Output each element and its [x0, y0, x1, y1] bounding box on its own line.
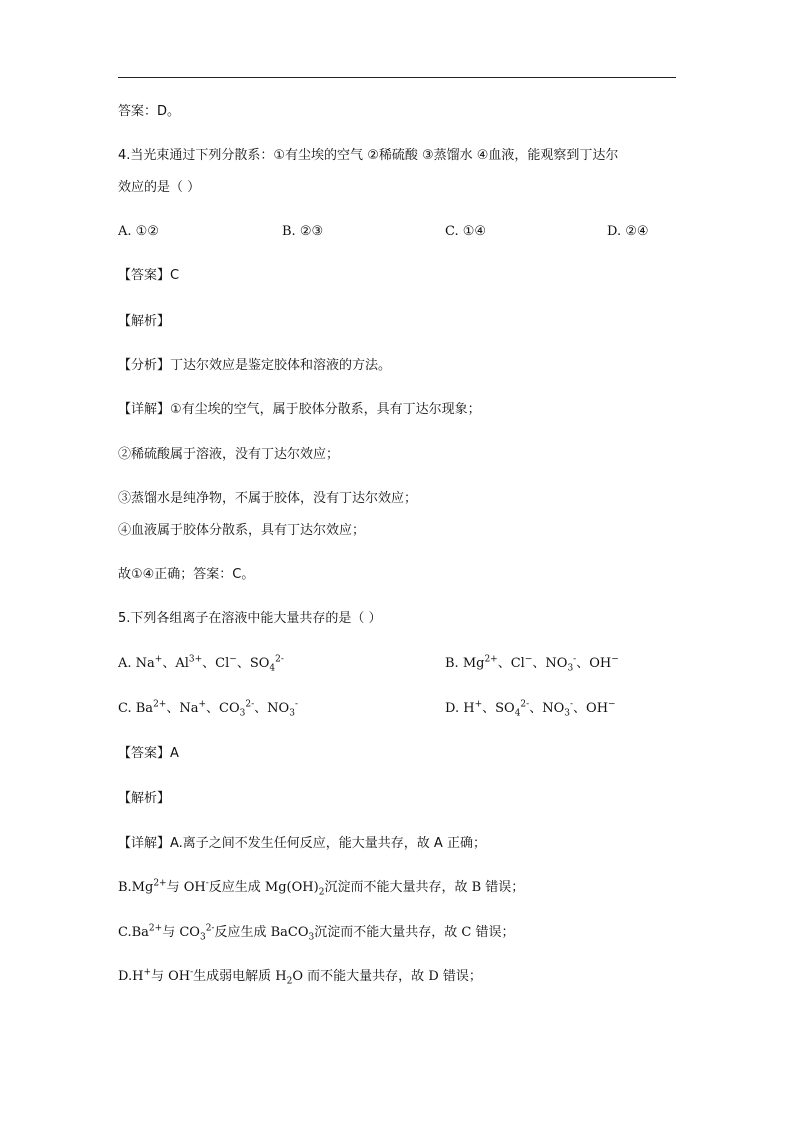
q4-analysis: 【分析】丁达尔效应是鉴定胶体和溶液的方法。	[118, 358, 392, 373]
q4-option-a: A. ①②	[118, 224, 159, 239]
header-rule	[118, 77, 676, 78]
q5-option-d: D. H+、$SO_4^{2-}$、$NO_3^-$、OH−	[445, 699, 616, 719]
q4-option-b: B. ②③	[282, 224, 324, 239]
q4-option-c: C. ①④	[445, 224, 487, 239]
q4-analysis-title: 【解析】	[118, 314, 171, 329]
q4-detail-3: ③蒸馏水是纯净物，不属于胶体，没有丁达尔效应；	[118, 491, 418, 506]
q4-option-d: D. ②④	[607, 224, 649, 239]
q4-stem-line1: 4.当光束通过下列分散系：①有尘埃的空气 ②稀硫酸 ③蒸馏水 ④血液，能观察到丁达尔	[118, 148, 619, 163]
q5-detail-c: $C.Ba^{2+}$与 $CO_3^{2-}$反应生成 BaCO$_3$沉淀而不能大量共存，故 C 错误；	[118, 923, 515, 943]
q5-answer: 【答案】A	[118, 746, 179, 761]
q4-conclusion: 故①④正确；答案：C。	[118, 567, 255, 582]
q5-option-b: B. $Mg^{2+}$、Cl−、$NO_3^-$、OH−	[445, 654, 619, 674]
q5-option-c: C. $Ba^{2+}$、Na+、$CO_3^{2-}$、$NO_3^-$	[118, 699, 298, 719]
q4-answer: 【答案】C	[118, 268, 180, 283]
q4-detail: 【详解】①有尘埃的空气，属于胶体分散系，具有丁达尔现象；	[118, 402, 481, 417]
q5-detail-b: $B.Mg^{2+}$与 OH-反应生成 $Mg(OH)_2$沉淀而不能大量共存，故 B 错误；	[118, 878, 525, 898]
q5-stem: 5.下列各组离子在溶液中能大量共存的是（ ）	[118, 611, 382, 626]
q5-detail-a: 【详解】A.离子之间不发生任何反应，能大量共存，故 A 正确；	[118, 836, 486, 851]
q4-detail-4: ④血液属于胶体分散系，具有丁达尔效应；	[118, 523, 366, 538]
q4-detail-2: ②稀硫酸属于溶液，没有丁达尔效应；	[118, 447, 340, 462]
q5-analysis-title: 【解析】	[118, 791, 171, 806]
q4-stem-line2: 效应的是（ ）	[118, 180, 201, 195]
q5-detail-d: D.H+与 OH-生成弱电解质 $H_2O$ 而不能大量共存，故 D 错误；	[118, 967, 482, 987]
q5-option-a: A. Na+、$Al^{3+}$、Cl−、$SO_4^{2-}$	[118, 654, 284, 674]
prev-answer: 答案：D。	[118, 104, 181, 119]
